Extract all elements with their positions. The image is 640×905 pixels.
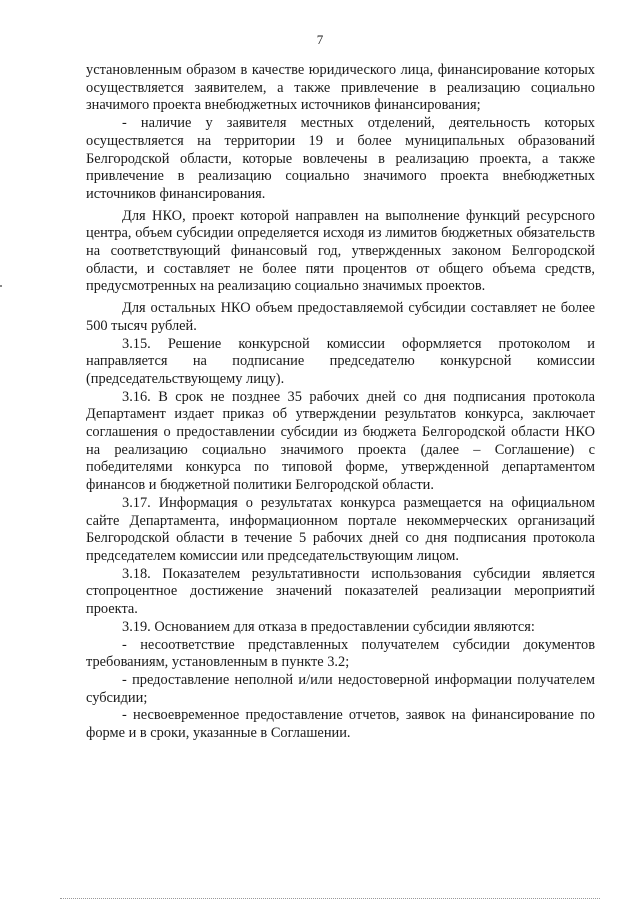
document-body [86, 62, 595, 743]
paragraph-3-18: 3.18. Показателем результативности использования субсидии является стопроцентное достижение значений показателей реализации мероприятий проекта. [86, 565, 595, 618]
paragraph-refusal-reason: - несоответствие представленных получателем субсидии документов требованиям, установленным в пункте 3.2; [86, 636, 595, 671]
paragraph-continuation: установленным образом в качестве юридического лица, финансирование которых осуществляется заявителем, а также привлечение в реализацию социально значимого проекта внебюджетных источников финансирования; [86, 62, 595, 114]
paragraph-3-19: 3.19. Основанием для отказа в предоставлении субсидии являются: [122, 618, 535, 635]
paragraph-list-item: - наличие у заявителя местных отделений, деятельность которых осуществляется на территории 19 и более муниципальных образований Белгородской области, которые вовлечены в реализацию проекта, а также привлечение в реализацию социально значимого проекта внебюджетных источников финансирования. [86, 115, 595, 202]
scan-edge-line [60, 898, 600, 899]
paragraph-3-17: 3.17. Информация о результатах конкурса размещается на официальном сайте Департамента, информационном портале некоммерческих организаций Белгородской области в течение 5 рабочих дней со дня подписания протокола председателем комиссии или председательствующим лицом. [86, 494, 595, 564]
paragraph-3-15: 3.15. Решение конкурсной комиссии оформляется протоколом и направляется на подписание председателю конкурсной комиссии (председательствующему лицу). [86, 335, 595, 387]
paragraph-refusal-reason: - предоставление неполной и/или недостоверной информации получателем субсидии; [86, 671, 595, 706]
scan-speck [0, 285, 2, 287]
paragraph-resource-center: Для НКО, проект которой направлен на выполнение функций ресурсного центра, объем субсидии определяется исходя из лимитов бюджетных обязательств на соответствующий финансовый год, утвержденных законом Белгородской области, и составляет не более пяти процентов от общего объема средств, предусмотренных на реализацию социально значимых проектов. [86, 207, 595, 295]
paragraph-3-16: 3.16. В срок не позднее 35 рабочих дней со дня подписания протокола Департамент издает приказ об утверждении результатов конкурса, заключает соглашения о предоставлении субсидии из бюджета Белгородской области НКО на реализацию социально значимого проекта (далее – Соглашение) с победителями конкурса по типовой форме, утвержденной департаментом финансов и бюджетной политики Белгородской области. [86, 388, 595, 494]
paragraph-refusal-reason: - несвоевременное предоставление отчетов, заявок на финансирование по форме и в сроки, указанные в Соглашении. [86, 707, 595, 742]
page-number: 7 [316, 32, 324, 47]
paragraph-other-nko: Для остальных НКО объем предоставляемой субсидии составляет не более 500 тысяч рублей. [86, 300, 595, 334]
